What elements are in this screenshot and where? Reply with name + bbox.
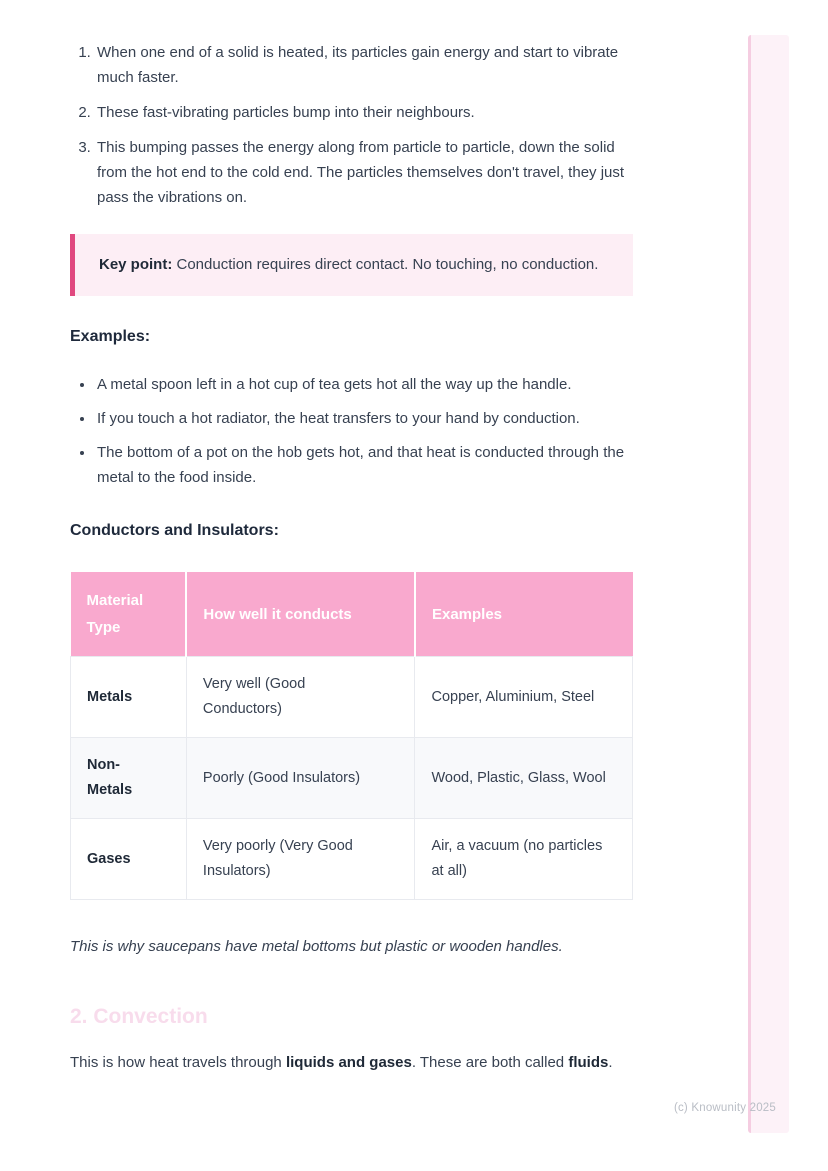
table-header-material-type: Material Type (71, 572, 187, 657)
table-cell: Air, a vacuum (no particles at all) (415, 819, 633, 900)
saucepan-note: This is why saucepans have metal bottoms but plastic or wooden handles. (70, 938, 563, 955)
list-item: 3. This bumping passes the energy along from particle to particle, down the solid from the hot end to the cold end. The particles themselves don't travel, they just pass the vibrations on. (95, 135, 633, 210)
examples-heading: Examples: (70, 328, 151, 345)
key-point-callout (70, 234, 633, 296)
list-item: • The bottom of a pot on the hob gets hot, and that heat is conducted through the metal to the food inside. (95, 440, 633, 490)
table-cell: Non-Metals (71, 738, 187, 819)
document-content (70, 0, 633, 1076)
list-item: • A metal spoon left in a hot cup of tea gets hot all the way up the handle. (95, 372, 633, 397)
table-cell: Copper, Aluminium, Steel (415, 657, 633, 738)
paragraph-text: . (608, 1054, 613, 1071)
examples-list (70, 372, 633, 490)
conductors-heading: Conductors and Insulators: (70, 522, 279, 539)
table-cell: Gases (71, 819, 187, 900)
conduction-steps-list (70, 40, 633, 210)
conductors-table (70, 572, 633, 900)
convection-heading: 2. Convection (70, 1005, 208, 1028)
key-point-text: Conduction requires direct contact. No touching, no conduction. (172, 256, 599, 273)
table-cell: Very poorly (Very Good Insulators) (186, 819, 415, 900)
table-header-row (71, 572, 633, 657)
list-item: 1. When one end of a solid is heated, its particles gain energy and start to vibrate much faster. (95, 40, 633, 90)
table-header-examples: Examples (415, 572, 633, 657)
list-item: • If you touch a hot radiator, the heat transfers to your hand by conduction. (95, 406, 633, 431)
list-item: 2. These fast-vibrating particles bump into their neighbours. (95, 100, 633, 125)
table-cell: Very well (Good Conductors) (186, 657, 415, 738)
table-cell: Wood, Plastic, Glass, Wool (415, 738, 633, 819)
footer-copyright: (c) Knowunity 2025 (673, 1102, 776, 1114)
table-header-how-well: How well it conducts (186, 572, 415, 657)
table-row (71, 657, 633, 738)
convection-paragraph (70, 1049, 633, 1076)
table-row (71, 819, 633, 900)
table-row (71, 738, 633, 819)
page-edge-strip (748, 35, 789, 1133)
paragraph-bold: fluids (568, 1054, 609, 1071)
key-point-label: Key point: (99, 256, 173, 273)
table-cell: Poorly (Good Insulators) (186, 738, 415, 819)
paragraph-text: . These are both called (411, 1054, 569, 1071)
paragraph-text: This is how heat travels through (70, 1054, 286, 1071)
table-cell: Metals (71, 657, 187, 738)
paragraph-bold: liquids and gases (285, 1054, 412, 1071)
